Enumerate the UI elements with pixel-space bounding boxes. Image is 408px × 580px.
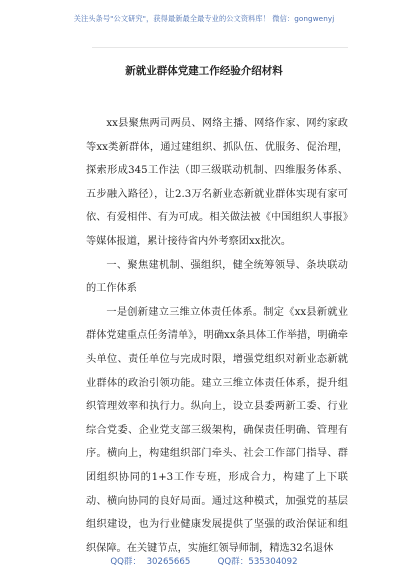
section-heading: 一、聚焦建机制、强组织，健全统筹领导、条块联动的工作体系: [86, 259, 348, 295]
footer-contact: QQ群： 30265665 QQ群：535304092: [110, 557, 298, 567]
document-body: [86, 112, 348, 560]
intro-paragraph: xx县聚焦两司两员、网络主播、网络作家、网约家政等xx类新群体，通过建组织、抓队伍、优服务、促治理，探索形成345工作法（即三级联动机制、四维服务体系、五步融入路径），让2.3万名新业态新就业群体实现有家可依、有爱相伴、有为可成。相关做法被《中国组织人事报》等媒体报道，累计接待省内外考察团xx批次。: [86, 118, 348, 247]
header-banner: 关注头条号"公文研究"，获得最新最全最专业的公文资料库！ 微信：gongwenyj: [73, 14, 335, 23]
header-divider: [92, 47, 348, 48]
document-title: 新就业群体党建工作经验介绍材料: [125, 65, 283, 77]
body-paragraph: 一是创新建立三维立体责任体系。制定《xx县新就业群体党建重点任务清单》，明确xx条具体工作举措，明确牵头单位、责任单位与完成时限，增强党组织对新业态新就业群体的政治引领功能。建立三维立体责任体系，提升组织管理效率和执行力。纵向上，设立县委两新工委、行业综合党委、企业党支部三级架构，确保责任明确、管理有序。横向上，构建组织部门牵头、社会工作部门指导、群团组织协同的1+3工作专班，形成合力，构建了上下联动、横向协同的良好局面。通过这种模式，加强党的基层组织建设，也为行业健康发展提供了坚强的政治保证和组织保障。在关键节点，实施红领导师制，精选32名退休: [86, 306, 348, 554]
